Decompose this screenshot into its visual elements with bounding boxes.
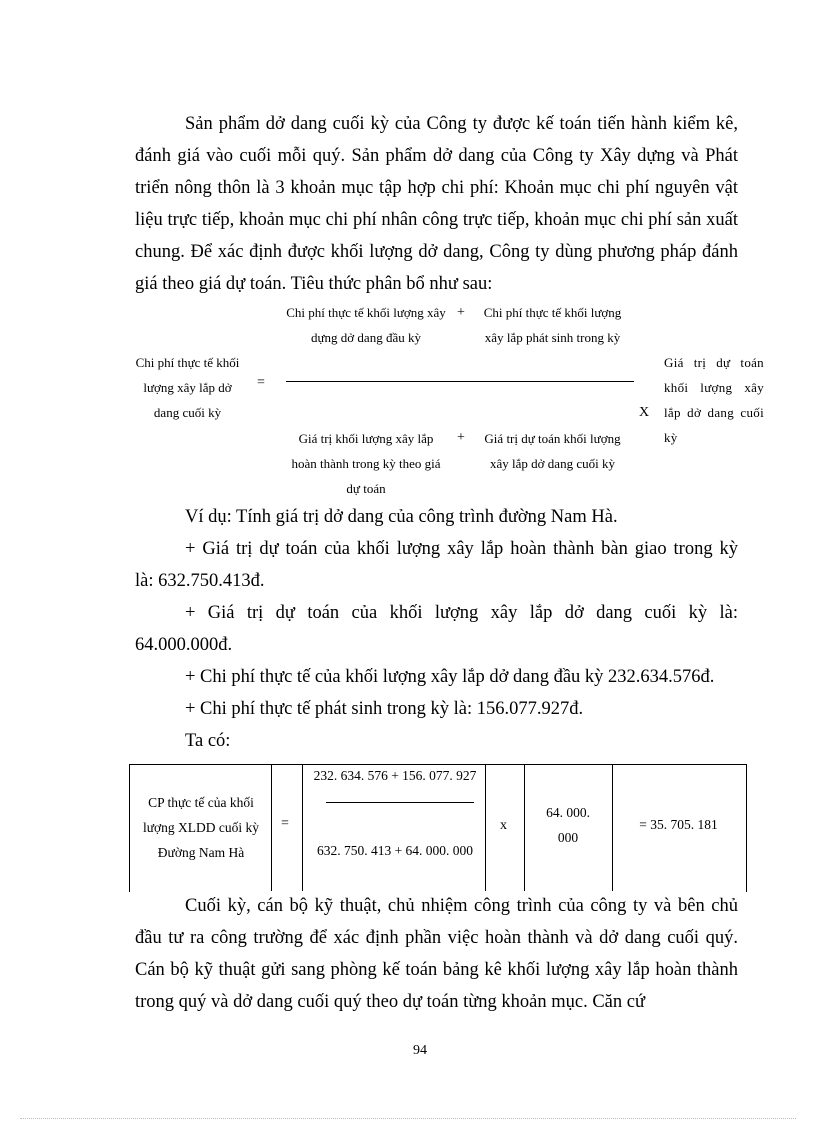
- example-item-1-line-1: + Giá trị dự toán của khối lượng xây lắp hoàn thành bàn giao trong kỳ: [185, 539, 738, 559]
- formula-denominator-term2: Giá trị dự toán khối lượng xây lắp dở dang cuối kỳ: [484, 431, 621, 471]
- formula-numerator-term2: Chi phí thực tế khối lượng xây lắp phát sinh trong kỳ: [483, 305, 622, 345]
- table-equals: =: [281, 816, 289, 831]
- formula-numerator-plus: +: [457, 305, 465, 320]
- formula-equals: =: [257, 375, 265, 390]
- page-bottom-border: [20, 1118, 796, 1119]
- example-title: Ví dụ: Tính giá trị dở dang của công trình đường Nam Hà.: [185, 507, 618, 527]
- example-item-2-line-2: 64.000.000đ.: [135, 635, 233, 655]
- formula-numerator-term1: Chi phí thực tế khối lượng xây dựng dở dang đầu kỳ: [286, 305, 446, 345]
- ta-co-label: Ta có:: [185, 731, 231, 751]
- page-number: 94: [413, 1043, 427, 1058]
- closing-paragraph: Cuối kỳ, cán bộ kỹ thuật, chủ nhiệm công trình của công ty và bên chủ đầu tư ra công trường để xác định phần việc hoàn thành và dở dang cuối quý. Cán bộ kỹ thuật gửi sang phòng kế toán bảng kê khối lượng xây lắp hoàn thành trong quý và dở dang cuối quý theo dự toán từng khoản mục. Căn cứ: [135, 896, 738, 1012]
- intro-paragraph: Sản phẩm dở dang cuối kỳ của Công ty được kế toán tiến hành kiểm kê, đánh giá vào cuối mỗi quý. Sản phẩm dở dang của Công ty Xây dựng và Phát triển nông thôn là 3 khoản mục tập hợp chi phí: Khoản mục chi phí nguyên vật liệu trực tiếp, khoản mục chi phí nhân công trực tiếp, khoản mục chi phí sản xuất chung. Để xác định được khối lượng dở dang, Công ty dùng phương pháp đánh giá theo giá dự toán. Tiêu thức phân bổ như sau:: [135, 114, 738, 294]
- example-item-2-line-1: + Giá trị dự toán của khối lượng xây lắp dở dang cuối kỳ là:: [185, 603, 738, 623]
- table-numerator: 232. 634. 576 + 156. 077. 927: [313, 768, 477, 783]
- table-label: CP thực tế của khối lượng XLDD cuối kỳ Đường Nam Hà: [142, 795, 260, 860]
- formula-rhs: Giá trị dự toán khối lượng xây lắp dở dang cuối kỳ: [664, 355, 764, 445]
- formula-lhs: Chi phí thực tế khối lượng xây lắp dở dang cuối kỳ: [135, 355, 240, 420]
- table-multiplier: 64. 000. 000: [546, 805, 590, 845]
- formula-denominator-plus: +: [457, 430, 465, 445]
- example-item-1-line-2: là: 632.750.413đ.: [135, 571, 265, 591]
- example-item-3: + Chi phí thực tế của khối lượng xây lắp dở dang đầu kỳ 232.634.576đ.: [185, 667, 715, 687]
- table-denominator: 632. 750. 413 + 64. 000. 000: [316, 843, 474, 858]
- formula-denominator-term1: Giá trị khối lượng xây lắp hoàn thành trong kỳ theo giá dự toán: [291, 431, 441, 496]
- example-item-4: + Chi phí thực tế phát sinh trong kỳ là: 156.077.927đ.: [185, 699, 584, 719]
- table-fraction-bar: [326, 802, 474, 803]
- formula-fraction-bar: [286, 381, 634, 382]
- formula-times: X: [639, 405, 650, 420]
- table-times: x: [500, 818, 507, 833]
- table-result: = 35. 705. 181: [639, 817, 718, 832]
